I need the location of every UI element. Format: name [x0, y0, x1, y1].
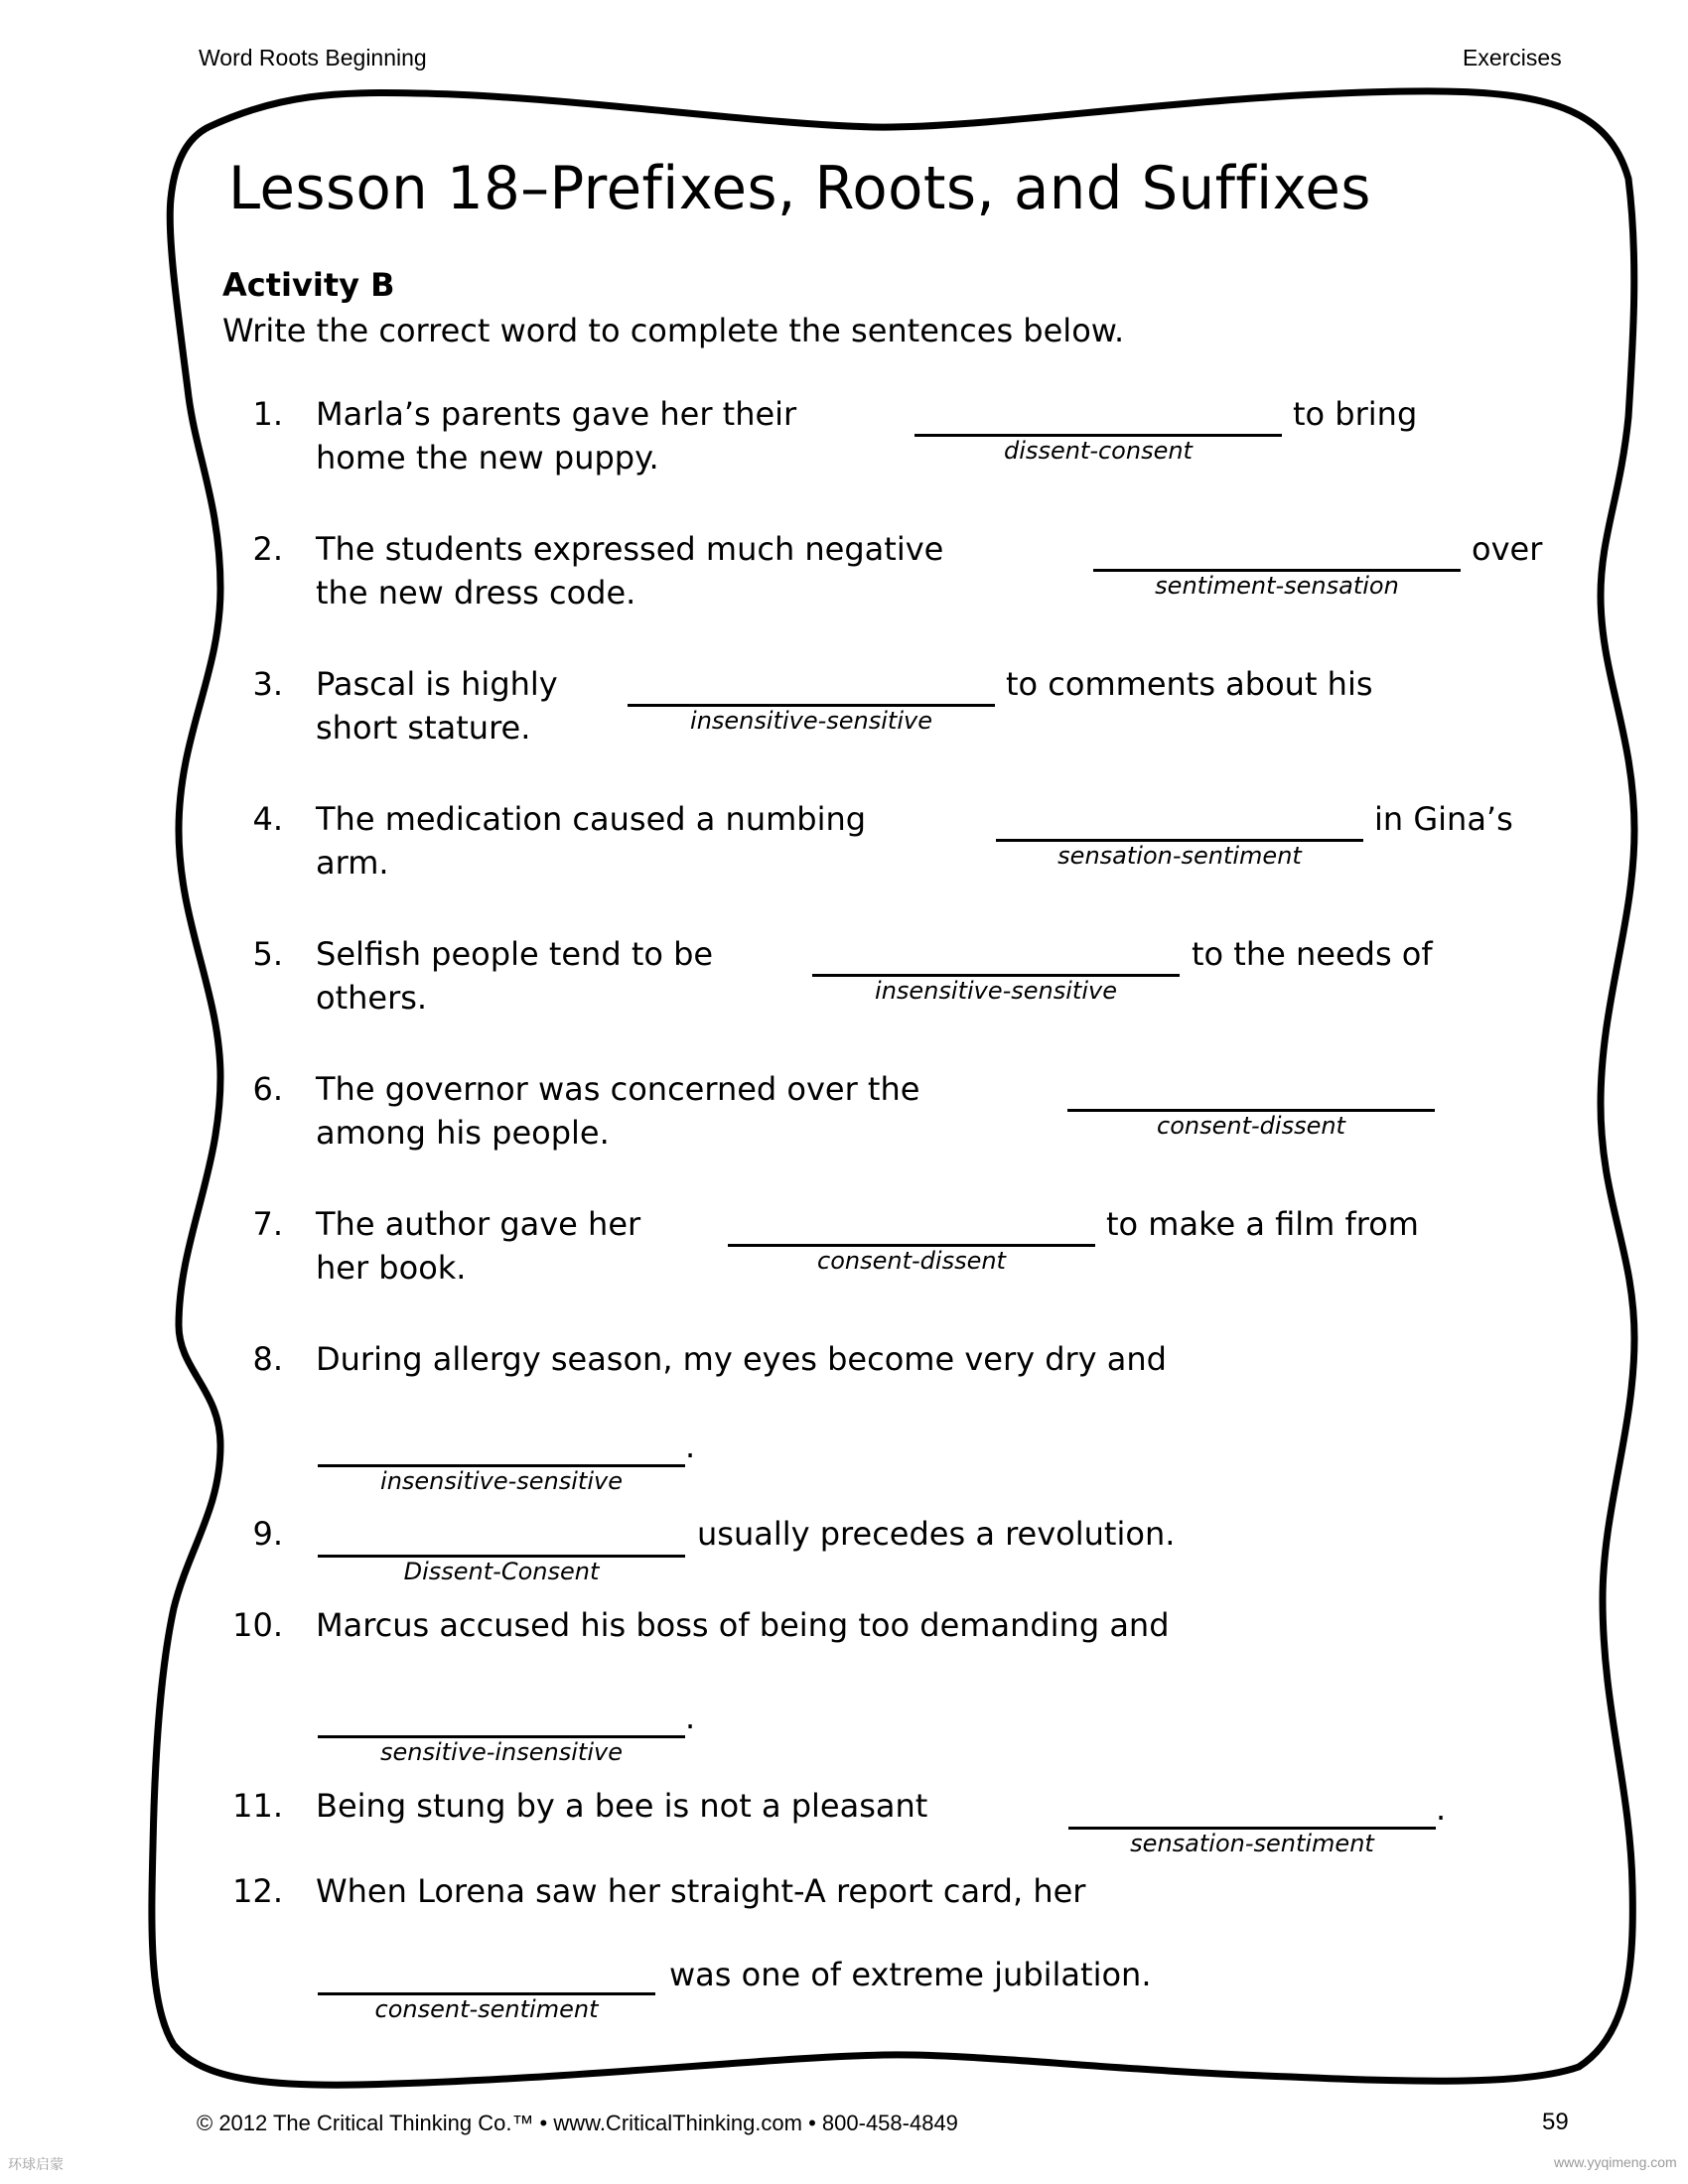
item-text-after: to make a film from: [1106, 1205, 1419, 1243]
item-text-line2: her book.: [316, 1249, 467, 1287]
word-choice-hint: insensitive-sensitive: [875, 977, 1117, 1005]
word-choice-hint: sensation-sentiment: [1130, 1830, 1374, 1857]
activity-instructions: Write the correct word to complete the sentences below.: [222, 312, 1125, 349]
item-text: When Lorena saw her straight-A report card, her: [316, 1872, 1086, 1910]
item-text-after: to the needs of: [1192, 935, 1433, 973]
running-header-right: Exercises: [1463, 45, 1562, 70]
item-number: 4.: [252, 800, 283, 838]
watermark-left: 环球启蒙: [8, 2156, 64, 2172]
item-text: The governor was concerned over the: [316, 1070, 920, 1108]
item-number: 2.: [252, 530, 283, 568]
item-text-line2: the new dress code.: [316, 574, 636, 612]
item-text: During allergy season, my eyes become very dry and: [316, 1340, 1167, 1378]
item-text-after: over: [1472, 530, 1543, 568]
word-choice-hint: sensitive-insensitive: [380, 1738, 623, 1766]
item-number: 3.: [252, 665, 283, 703]
item-text-line2: among his people.: [316, 1114, 610, 1152]
item-text-after: to comments about his: [1006, 665, 1373, 703]
item-text-after: in Gina’s: [1374, 800, 1513, 838]
item-text-after: .: [1436, 1790, 1447, 1828]
item-number: 12.: [232, 1872, 283, 1910]
item-number: 8.: [252, 1340, 283, 1378]
word-choice-hint: sentiment-sensation: [1155, 572, 1399, 600]
item-text-line2: others.: [316, 979, 428, 1017]
item-text-line2: short stature.: [316, 709, 531, 747]
item-text-after: .: [685, 1699, 696, 1736]
page-title: Lesson 18–Prefixes, Roots, and Suffixes: [228, 154, 1371, 223]
word-choice-hint: dissent-consent: [1004, 437, 1193, 465]
item-text-line2: arm.: [316, 844, 389, 882]
word-choice-hint: consent-sentiment: [374, 1995, 599, 2023]
word-choice-hint: sensation-sentiment: [1057, 842, 1302, 870]
watermark-right: www.yyqimeng.com: [1554, 2154, 1677, 2170]
item-text: Being stung by a bee is not a pleasant: [316, 1787, 928, 1825]
page-number: 59: [1542, 2109, 1569, 2135]
item-text-after: usually precedes a revolution.: [697, 1515, 1176, 1553]
item-text: The author gave her: [316, 1205, 641, 1243]
item-text: Marla’s parents gave her their: [316, 395, 797, 433]
word-choice-hint: insensitive-sensitive: [380, 1467, 623, 1495]
item-text: Marcus accused his boss of being too demanding and: [316, 1606, 1170, 1644]
item-text-after: .: [685, 1428, 696, 1465]
item-text: Pascal is highly: [316, 665, 558, 703]
item-number: 6.: [252, 1070, 283, 1108]
item-number: 9.: [252, 1515, 283, 1553]
word-choice-hint: consent-dissent: [817, 1247, 1006, 1275]
activity-heading: Activity B: [222, 266, 395, 304]
item-text: The students expressed much negative: [316, 530, 944, 568]
item-text-line2: home the new puppy.: [316, 439, 659, 477]
word-choice-hint: Dissent-Consent: [403, 1558, 600, 1585]
item-text-after: was one of extreme jubilation.: [669, 1956, 1152, 1993]
item-text: The medication caused a numbing: [316, 800, 867, 838]
item-text: Selfish people tend to be: [316, 935, 714, 973]
item-number: 1.: [252, 395, 283, 433]
footer-copyright: © 2012 The Critical Thinking Co.™ • www.CriticalThinking.com • 800-458-4849: [197, 2111, 958, 2135]
item-number: 5.: [252, 935, 283, 973]
word-choice-hint: consent-dissent: [1157, 1112, 1345, 1140]
item-number: 10.: [232, 1606, 283, 1644]
item-number: 7.: [252, 1205, 283, 1243]
item-text-after: to bring: [1293, 395, 1418, 433]
item-number: 11.: [232, 1787, 283, 1825]
running-header-left: Word Roots Beginning: [199, 45, 427, 70]
word-choice-hint: insensitive-sensitive: [690, 707, 932, 735]
